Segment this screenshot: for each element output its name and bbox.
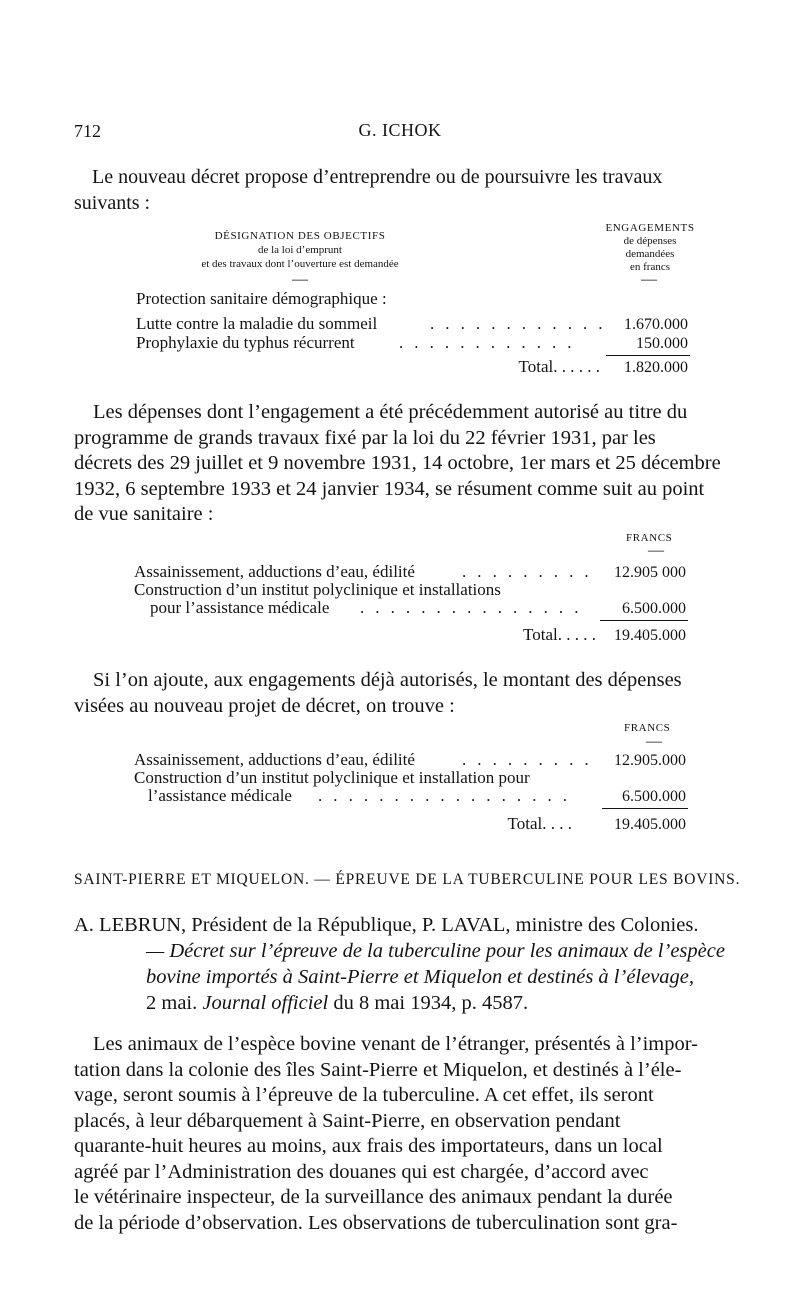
table1-col-right-line2: de dépenses xyxy=(623,235,677,247)
table2-row-2-label-b: pour l’assistance médicale xyxy=(150,598,330,617)
table2-unit: FRANCS xyxy=(626,532,673,544)
paragraph-3-line-5: quarante-huit heures au moins, aux frais des importateurs, dans un local xyxy=(74,1135,663,1157)
table3-row-1-leader: . . . . . . . . . xyxy=(462,750,593,769)
table2-row-2-label-a: Construction d’un institut polyclinique et installations xyxy=(134,580,501,599)
decree-date: 2 mai. xyxy=(146,992,203,1014)
table1-group-label: Protection sanitaire démographique : xyxy=(136,289,387,308)
paragraph-2 xyxy=(74,668,750,719)
paragraph-1-line-4: 1932, 6 septembre 1933 et 24 janvier 1934, se résument comme suit au point xyxy=(74,477,705,500)
paragraph-1-line-5: de vue sanitaire : xyxy=(74,503,214,525)
decree-line-2: — Décret sur l’épreuve de la tuberculine pour les animaux de l’espèce xyxy=(146,940,725,962)
paragraph-2-line-1: Si l’on ajoute, aux engagements déjà autorisés, le montant des dépenses xyxy=(93,669,682,691)
paragraph-1-line-3: décrets des 29 juillet et 9 novembre 1931, 14 octobre, 1er mars et 25 décembre xyxy=(74,452,721,474)
paragraph-3-line-2: tation dans la colonie des îles Saint-Pierre et Miquelon, et destinés à l’éle- xyxy=(74,1058,682,1081)
table3-total-label: Total. . . . xyxy=(507,814,572,833)
paragraph-3 xyxy=(74,1032,750,1236)
paragraph-1-line-2: programme de grands travaux fixé par la loi du 22 février 1931, par les xyxy=(74,426,656,449)
table1-total-value: 1.820.000 xyxy=(624,359,688,376)
table2-dash: — xyxy=(648,542,664,559)
table1-right-dash: — xyxy=(641,271,657,288)
decree-line-3: bovine importés à Saint-Pierre et Miquelon et destinés à l’élevage, xyxy=(146,966,695,988)
table1-total-label: Total. . . . . . xyxy=(518,357,600,376)
decree-line-1: A. LEBRUN, Président de la République, P. LAVAL, ministre des Colonies. xyxy=(74,914,699,936)
intro-line-2: suivants : xyxy=(74,192,151,214)
table2-row-2-value: 6.500.000 xyxy=(622,600,686,617)
table2-total-rule xyxy=(600,620,688,621)
table1-col-right-line4: en francs xyxy=(629,261,670,273)
table3-row-2-label-b: l’assistance médicale xyxy=(148,786,292,805)
table1-col-right-line1: ENGAGEMENTS xyxy=(605,222,695,234)
paragraph-3-line-7: le vétérinaire inspecteur, de la surveillance des animaux pendant la durée xyxy=(74,1186,673,1208)
table3-row-2-label-a: Construction d’un institut polyclinique et installation pour xyxy=(134,768,530,787)
table2-row-2-leader: . . . . . . . . . . . . . . . xyxy=(360,598,582,617)
paragraph-3-line-4: placés, à leur débarquement à Saint-Pierre, en observation pendant xyxy=(74,1109,621,1132)
running-title: G. ICHOK xyxy=(358,120,442,140)
table1-total-rule xyxy=(606,355,690,356)
table2-row-1-value: 12.905 000 xyxy=(614,564,686,581)
table1-row-1-value: 1.670.000 xyxy=(624,316,688,333)
table3-row-1-label: Assainissement, adductions d’eau, édilité xyxy=(134,750,415,769)
paragraph-1 xyxy=(74,400,750,528)
table3-total-value: 19.405.000 xyxy=(614,816,686,833)
paragraph-3-line-8: de la période d’observation. Les observations de tuberculination sont gra- xyxy=(74,1211,678,1234)
table1-row-1-leader: . . . . . . . . . . . . xyxy=(430,314,606,333)
table1-col-left-line2: de la loi d’emprunt xyxy=(257,244,342,256)
table3-row-2-value: 6.500.000 xyxy=(622,788,686,805)
table3-row-1-value: 12.905.000 xyxy=(614,752,686,769)
paragraph-3-line-1: Les animaux de l’espèce bovine venant de l’étranger, présentés à l’impor- xyxy=(93,1033,698,1055)
table1-col-right-header xyxy=(598,222,702,274)
table1-col-right-line3: demandées xyxy=(625,248,675,260)
table1-row-2-value: 150.000 xyxy=(636,335,688,352)
table1-col-left-line3: et des travaux dont l’ouverture est demandée xyxy=(201,258,399,270)
paragraph-3-line-6: agréé par l’Administration des douanes qui est chargée, d’accord avec xyxy=(74,1160,649,1183)
decree-line-4 xyxy=(146,992,528,1015)
table1-col-left-header xyxy=(120,229,480,271)
table1-col-left-line1: DÉSIGNATION DES OBJECTIFS xyxy=(214,230,386,242)
paragraph-3-line-3: vage, seront soumis à l’épreuve de la tuberculine. A cet effet, ils seront xyxy=(74,1084,654,1106)
table1-row-2-leader: . . . . . . . . . . . . xyxy=(399,333,575,352)
table3-row-2-leader: . . . . . . . . . . . . . . . . . xyxy=(318,786,571,805)
table2-total-value: 19.405.000 xyxy=(614,627,686,644)
section-heading: SAINT-PIERRE ET MIQUELON. — ÉPREUVE DE LA TUBERCULINE POUR LES BOVINS. xyxy=(74,871,741,888)
table1-left-dash: — xyxy=(292,271,308,288)
table3-dash: — xyxy=(646,733,662,750)
table3-total-rule xyxy=(602,808,688,809)
table1-row-1-label: Lutte contre la maladie du sommeil xyxy=(136,314,378,333)
paragraph-2-line-2: visées au nouveau projet de décret, on trouve : xyxy=(74,694,455,717)
table3-unit: FRANCS xyxy=(624,722,671,734)
table2-total-label: Total. . . . . xyxy=(523,625,596,644)
decree-reference: du 8 mai 1934, p. 4587. xyxy=(328,992,529,1014)
table1-row-2-label: Prophylaxie du typhus récurrent xyxy=(136,333,355,352)
intro-line-1: Le nouveau décret propose d’entreprendre ou de poursuivre les travaux xyxy=(92,166,663,188)
page-number: 712 xyxy=(74,121,101,141)
paragraph-1-line-1: Les dépenses dont l’engagement a été précédemment autorisé au titre du xyxy=(93,401,688,423)
table2-row-1-label: Assainissement, adductions d’eau, édilité xyxy=(134,562,415,581)
table2-row-1-leader: . . . . . . . . . xyxy=(462,562,593,581)
decree-journal-title: Journal officiel xyxy=(202,992,329,1014)
